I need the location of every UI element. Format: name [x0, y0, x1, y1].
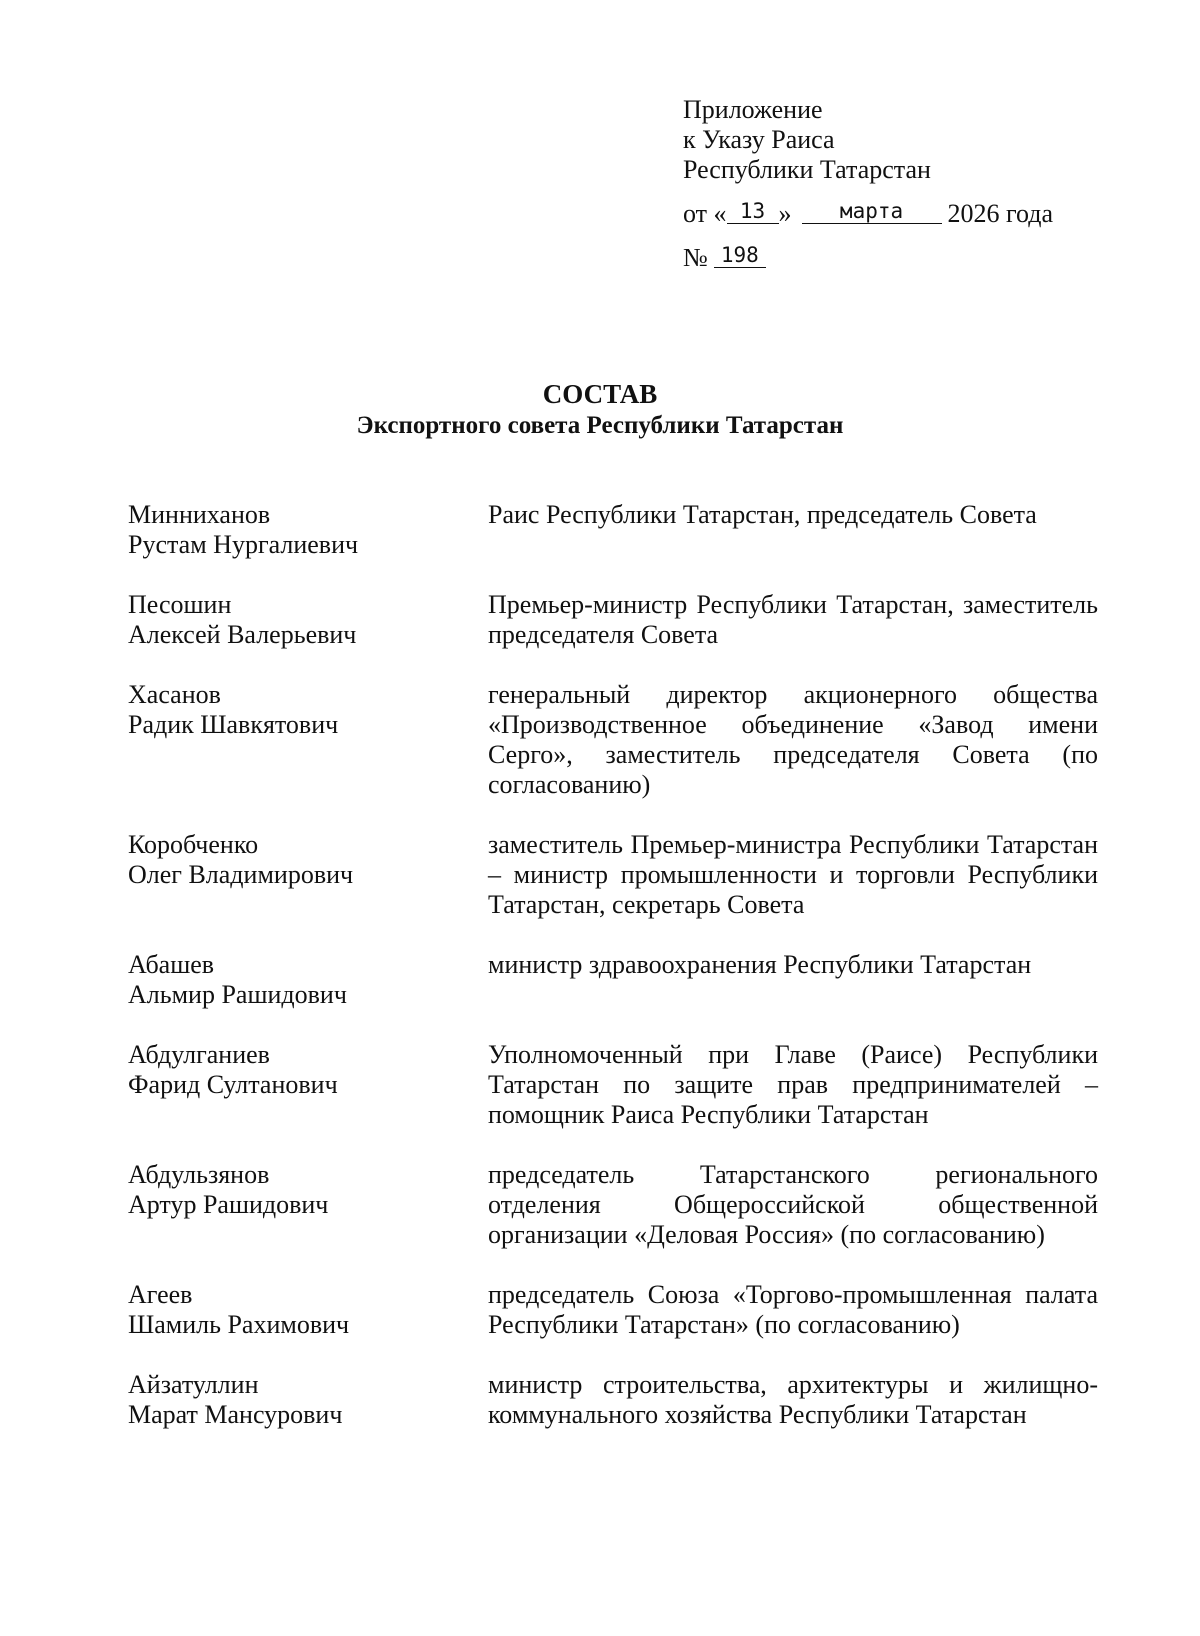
- member-name: [128, 1040, 488, 1130]
- date-prefix: от «: [683, 199, 727, 228]
- number-sign: №: [683, 243, 708, 272]
- member-given-names: Альмир Рашидович: [128, 980, 347, 1009]
- appendix-republic: Республики Татарстан: [683, 155, 931, 184]
- decree-date: [683, 199, 1123, 229]
- date-year: 2026 года: [947, 199, 1054, 228]
- member-name: [128, 830, 488, 920]
- member-position: министр строительства, архитектуры и жилищно-коммунального хозяйства Республики Татарстан: [488, 1370, 1098, 1429]
- member-surname: Хасанов: [128, 680, 221, 709]
- date-mid: »: [778, 199, 792, 228]
- member-surname: Айзатуллин: [128, 1370, 259, 1399]
- number-value: 198: [714, 243, 766, 268]
- member-surname: Абашев: [128, 950, 215, 979]
- member-row: [128, 1040, 1098, 1130]
- member-row: [128, 590, 1098, 650]
- member-given-names: Олег Владимирович: [128, 860, 354, 889]
- member-given-names: Артур Рашидович: [128, 1190, 329, 1219]
- member-row: [128, 680, 1098, 800]
- member-surname: Агеев: [128, 1280, 193, 1309]
- member-row: [128, 830, 1098, 920]
- member-row: [128, 1370, 1098, 1430]
- member-position: председатель Татарстанского регионального отделения Общероссийской общественной организации «Деловая Россия» (по согласованию): [488, 1160, 1098, 1249]
- member-row: [128, 1160, 1098, 1250]
- member-given-names: Шамиль Рахимович: [128, 1310, 350, 1339]
- member-surname: Абдульзянов: [128, 1160, 270, 1189]
- document-heading: [0, 378, 1200, 442]
- member-given-names: Фарид Султанович: [128, 1070, 338, 1099]
- decree-number: [683, 243, 1123, 273]
- member-position: Уполномоченный при Главе (Раисе) Республики Татарстан по защите прав предпринимателей – помощник Раиса Республики Татарстан: [488, 1040, 1098, 1129]
- member-surname: Минниханов: [128, 500, 271, 529]
- member-given-names: Алексей Валерьевич: [128, 620, 357, 649]
- member-name: [128, 950, 488, 1010]
- member-position: министр здравоохранения Республики Татарстан: [488, 950, 1032, 979]
- member-name: [128, 500, 488, 560]
- document-subtitle: Экспортного совета Республики Татарстан: [356, 412, 844, 439]
- member-position: Раис Республики Татарстан, председатель Совета: [488, 500, 1037, 529]
- member-position: Премьер-министр Республики Татарстан, заместитель председателя Совета: [488, 590, 1098, 649]
- member-row: [128, 1280, 1098, 1340]
- member-surname: Коробченко: [128, 830, 259, 859]
- member-given-names: Рустам Нургалиевич: [128, 530, 359, 559]
- member-position: генеральный директор акционерного общества «Производственное объединение «Завод имени Серго», заместитель председателя Совета (по согласованию): [488, 680, 1098, 799]
- members-list: [128, 500, 1098, 1460]
- appendix-block: [683, 95, 1123, 273]
- member-given-names: Марат Мансурович: [128, 1400, 343, 1429]
- member-row: [128, 950, 1098, 1010]
- date-day: 13: [727, 199, 779, 224]
- appendix-label: Приложение: [683, 95, 823, 124]
- document-title: СОСТАВ: [542, 379, 658, 409]
- member-row: [128, 500, 1098, 560]
- member-name: [128, 680, 488, 800]
- member-given-names: Радик Шавкятович: [128, 710, 339, 739]
- member-name: [128, 590, 488, 650]
- member-position: заместитель Премьер-министра Республики Татарстан – министр промышленности и торговли Республики Татарстан, секретарь Совета: [488, 830, 1098, 919]
- appendix-decree-ref: к Указу Раиса: [683, 125, 835, 154]
- member-name: [128, 1160, 488, 1250]
- member-name: [128, 1280, 488, 1340]
- member-name: [128, 1370, 488, 1430]
- member-surname: Абдулганиев: [128, 1040, 270, 1069]
- date-month: марта: [802, 199, 942, 224]
- member-surname: Песошин: [128, 590, 232, 619]
- member-position: председатель Союза «Торгово-промышленная палата Республики Татарстан» (по согласованию): [488, 1280, 1098, 1339]
